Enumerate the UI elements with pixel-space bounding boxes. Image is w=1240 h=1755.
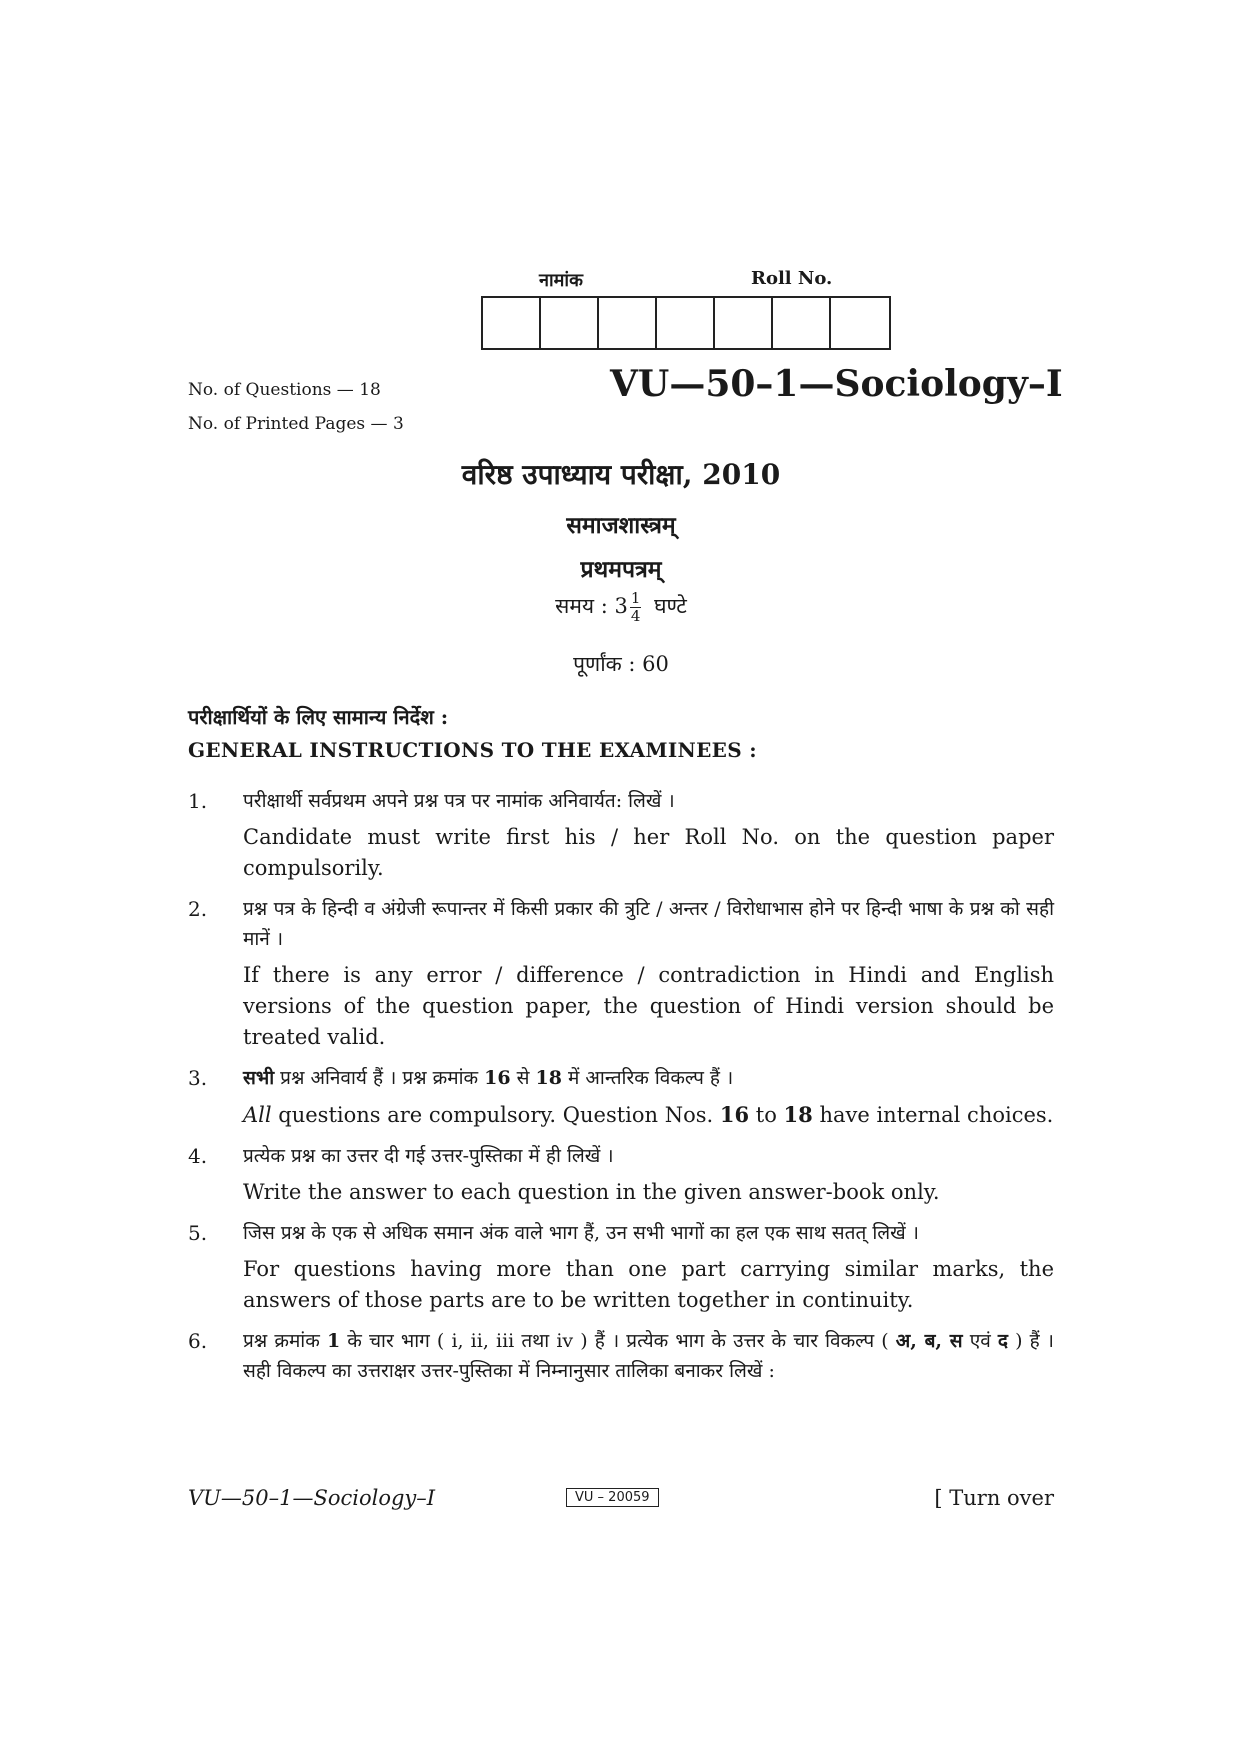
roll-number-grid [481,296,891,350]
instruction-english: Write the answer to each question in the given answer-book only. [243,1180,940,1204]
number-of-pages: No. of Printed Pages — 3 [188,414,404,434]
roll-number-box [481,268,901,350]
time-label: समय : 3 [555,594,628,618]
roll-label-english: Roll No. [751,268,833,289]
text-run: एवं [962,1330,998,1352]
footer-print-code: VU – 20059 [566,1488,659,1507]
text-run: प्रश्न अनिवार्य हैं । प्रश्न क्रमांक [274,1067,485,1089]
instruction-item [188,894,1054,1057]
instruction-number: 4. [188,1144,208,1168]
text-run: के चार भाग ( i, ii, iii तथा iv ) हैं । प्रत्येक भाग के उत्तर के चार विकल्प ( [340,1330,896,1352]
turn-over-note: [ Turn over [934,1486,1054,1510]
time-unit: घण्टे [654,594,687,618]
instruction-number: 2. [188,897,208,921]
bold-text: सभी [243,1067,275,1089]
paper-code-title: VU—50–1—Sociology–I [610,363,1063,405]
instruction-hindi: जिस प्रश्न के एक से अधिक समान अंक वाले भाग हैं, उन सभी भागों का हल एक साथ सतत् लिखें । [243,1222,919,1244]
bold-text: 1 [326,1330,341,1352]
bold-text: 18 [783,1102,813,1127]
instruction-number: 6. [188,1329,208,1353]
roll-digit-cell[interactable] [657,298,715,348]
instruction-item [188,786,1054,888]
text-run: questions are compulsory. Question Nos. [271,1103,720,1127]
instruction-hindi [243,1063,1054,1093]
instruction-english: If there is any error / difference / contradiction in Hindi and English versions of the question paper, the question of Hindi version should be treated valid. [243,963,1054,1049]
instructions-heading-hindi: परीक्षार्थियों के लिए सामान्य निर्देश : [188,705,449,729]
instruction-item [188,1326,1054,1392]
instruction-item [188,1218,1054,1320]
instruction-english: For questions having more than one part carrying similar marks, the answers of those parts are to be written together in continuity. [243,1257,1054,1312]
bold-text: 16 [719,1102,750,1127]
footer-paper-code: VU—50–1—Sociology–I [188,1486,436,1510]
roll-label-hindi: नामांक [539,270,583,291]
bold-text: अ, ब, स [895,1330,963,1352]
text-run: से [510,1067,536,1089]
full-marks: पूर्णांक : 60 [573,652,669,676]
time-allowed [188,590,1054,625]
roll-digit-cell[interactable] [831,298,889,348]
instruction-item [188,1063,1054,1135]
fraction-denominator: 4 [630,607,641,625]
text-run: to [749,1103,784,1127]
instruction-number: 1. [188,789,208,813]
text-run: have internal choices. [812,1103,1054,1127]
text-run: ) हैं । सही विकल्प का उत्तराक्षर उत्तर-पुस्तिका में निम्नानुसार तालिका बनाकर लिखें : [243,1330,1055,1382]
fraction-numerator: 1 [630,589,641,607]
instruction-hindi: प्रत्येक प्रश्न का उत्तर दी गई उत्तर-पुस्तिका में ही लिखें । [243,1145,614,1167]
paper-title: प्रथमपत्रम् [580,556,662,583]
roll-digit-cell[interactable] [541,298,599,348]
subject-title: समाजशास्त्रम् [566,512,676,539]
number-of-questions: No. of Questions — 18 [188,380,381,400]
page-footer [188,1486,1054,1516]
italic-text: All [243,1103,272,1127]
bold-text: 16 [484,1067,511,1089]
instruction-hindi [243,1326,1054,1386]
instruction-number: 5. [188,1221,208,1245]
roll-digit-cell[interactable] [715,298,773,348]
text-run: प्रश्न क्रमांक [243,1330,327,1352]
instructions-heading-english: GENERAL INSTRUCTIONS TO THE EXAMINEES : [188,738,757,762]
instructions-list [188,786,1054,1398]
instruction-item [188,1141,1054,1212]
instruction-hindi: प्रश्न पत्र के हिन्दी व अंग्रेजी रूपान्तर में किसी प्रकार की त्रुटि / अन्तर / विरोधाभास होने पर हिन्दी भाषा के प्रश्न को सही मानें । [243,898,1054,950]
text-run: में आन्तरिक विकल्प हैं । [561,1067,734,1089]
instruction-number: 3. [188,1066,208,1090]
roll-digit-cell[interactable] [483,298,541,348]
roll-digit-cell[interactable] [773,298,831,348]
exam-title: वरिष्ठ उपाध्याय परीक्षा, 2010 [461,458,781,491]
instruction-english [243,1099,1054,1131]
bold-text: द [997,1330,1008,1352]
bold-text: 18 [535,1067,562,1089]
instruction-hindi: परीक्षार्थी सर्वप्रथम अपने प्रश्न पत्र पर नामांक अनिवार्यत: लिखें । [243,790,675,812]
time-fraction [630,590,642,625]
instruction-english: Candidate must write first his / her Roll No. on the question paper compulsorily. [243,825,1054,880]
roll-digit-cell[interactable] [599,298,657,348]
